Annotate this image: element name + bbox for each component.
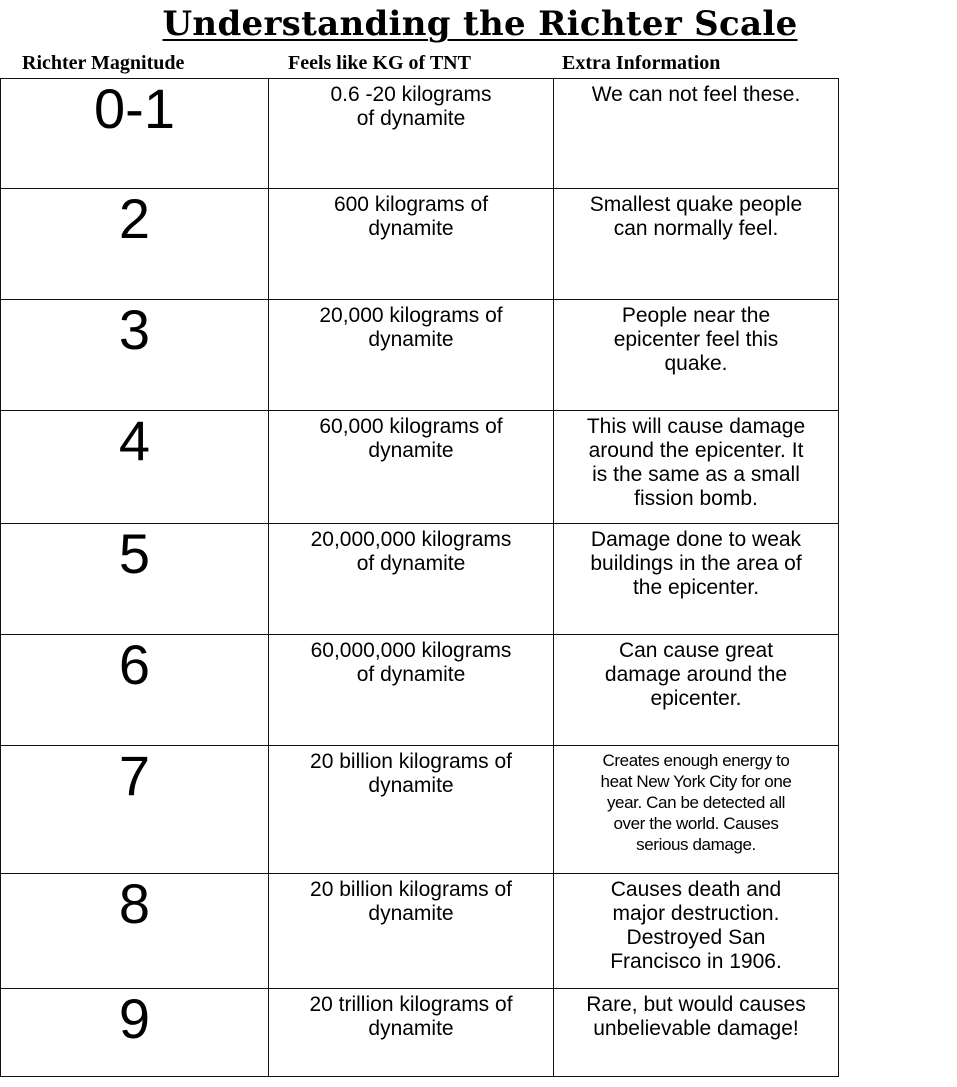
info-text-line: Can cause great — [618, 639, 774, 662]
magnitude-cell: 2 — [1, 189, 269, 300]
info-text-line: Smallest quake people — [589, 193, 803, 216]
tnt-text-line: 0.6 -20 kilograms — [330, 83, 492, 106]
tnt-text-line: 20 billion kilograms of — [310, 750, 512, 773]
extra-information-cell — [554, 874, 839, 989]
info-text-line: major destruction. — [612, 902, 780, 925]
info-text-line: We can not feel these. — [591, 83, 801, 106]
extra-information-cell — [554, 411, 839, 524]
info-text-line: can normally feel. — [613, 217, 779, 240]
column-headers — [0, 52, 820, 78]
tnt-text-line: 20 billion kilograms of — [310, 878, 512, 901]
tnt-text-line: 20,000 kilograms of — [319, 304, 503, 327]
magnitude-cell: 5 — [1, 524, 269, 635]
header-extra-information: Extra Information — [562, 52, 721, 74]
info-text-line: damage around the — [604, 663, 788, 686]
info-text-line: People near the — [621, 304, 771, 327]
info-text-line: Damage done to weak — [590, 528, 802, 551]
info-text-line: Rare, but would causes — [586, 993, 806, 1016]
tnt-text-line: dynamite — [368, 217, 454, 240]
info-text-line: epicenter feel this — [613, 328, 779, 351]
info-text-line: over the world. Causes — [613, 814, 779, 833]
info-text-line: is the same as a small — [592, 463, 800, 486]
magnitude-cell: 6 — [1, 635, 269, 746]
tnt-text-line: dynamite — [368, 328, 454, 351]
extra-information-cell — [554, 189, 839, 300]
info-text-line: epicenter. — [650, 687, 742, 710]
tnt-text-line: of dynamite — [356, 663, 466, 686]
table-row — [1, 874, 839, 989]
info-text-line: Francisco in 1906. — [610, 950, 782, 973]
info-text-line: the epicenter. — [632, 576, 760, 599]
tnt-equivalent-cell — [269, 300, 554, 411]
tnt-text-line: dynamite — [368, 1017, 454, 1040]
magnitude-cell: 0-1 — [1, 79, 269, 189]
tnt-equivalent-cell — [269, 189, 554, 300]
tnt-text-line: 600 kilograms of — [333, 193, 489, 216]
magnitude-cell: 4 — [1, 411, 269, 524]
tnt-text-line: of dynamite — [356, 552, 466, 575]
extra-information-cell — [554, 746, 839, 874]
tnt-equivalent-cell — [269, 524, 554, 635]
extra-information-cell — [554, 524, 839, 635]
table-row — [1, 79, 839, 189]
info-text-line: Destroyed San — [626, 926, 766, 949]
tnt-equivalent-cell — [269, 79, 554, 189]
tnt-equivalent-cell — [269, 635, 554, 746]
info-text-line: Creates enough energy to — [602, 751, 790, 770]
tnt-equivalent-cell — [269, 411, 554, 524]
extra-information-cell — [554, 79, 839, 189]
info-text-line: heat New York City for one — [600, 772, 792, 791]
extra-information-cell — [554, 635, 839, 746]
table-row — [1, 746, 839, 874]
tnt-equivalent-cell — [269, 874, 554, 989]
tnt-text-line: dynamite — [368, 439, 454, 462]
table-row — [1, 189, 839, 300]
tnt-equivalent-cell — [269, 746, 554, 874]
extra-information-cell — [554, 300, 839, 411]
tnt-text-line: 20 trillion kilograms of — [309, 993, 513, 1016]
info-text-line: Causes death and — [610, 878, 782, 901]
info-text-line: buildings in the area of — [590, 552, 802, 575]
table-row — [1, 989, 839, 1077]
magnitude-cell: 3 — [1, 300, 269, 411]
table-row — [1, 524, 839, 635]
richter-table — [0, 78, 839, 1077]
richter-table-body — [1, 79, 839, 1077]
header-richter-magnitude: Richter Magnitude — [22, 52, 185, 74]
info-text-line: fission bomb. — [634, 487, 758, 510]
tnt-text-line: of dynamite — [356, 107, 466, 130]
magnitude-cell: 8 — [1, 874, 269, 989]
table-row — [1, 300, 839, 411]
info-text-line: serious damage. — [636, 835, 756, 854]
tnt-text-line: dynamite — [368, 902, 454, 925]
info-text-line: unbelievable damage! — [593, 1017, 799, 1040]
info-text-line: around the epicenter. It — [588, 439, 804, 462]
extra-information-cell — [554, 989, 839, 1077]
info-text-line: quake. — [664, 352, 728, 375]
info-text-line: year. Can be detected all — [606, 793, 786, 812]
table-row — [1, 635, 839, 746]
tnt-text-line: 20,000,000 kilograms — [310, 528, 512, 551]
page-title: Understanding the Richter Scale — [162, 4, 798, 44]
tnt-text-line: 60,000 kilograms of — [319, 415, 503, 438]
table-row — [1, 411, 839, 524]
header-feels-like-tnt: Feels like KG of TNT — [288, 52, 471, 74]
tnt-text-line: 60,000,000 kilograms — [310, 639, 512, 662]
magnitude-cell: 9 — [1, 989, 269, 1077]
tnt-text-line: dynamite — [368, 774, 454, 797]
magnitude-cell: 7 — [1, 746, 269, 874]
info-text-line: This will cause damage — [586, 415, 806, 438]
tnt-equivalent-cell — [269, 989, 554, 1077]
